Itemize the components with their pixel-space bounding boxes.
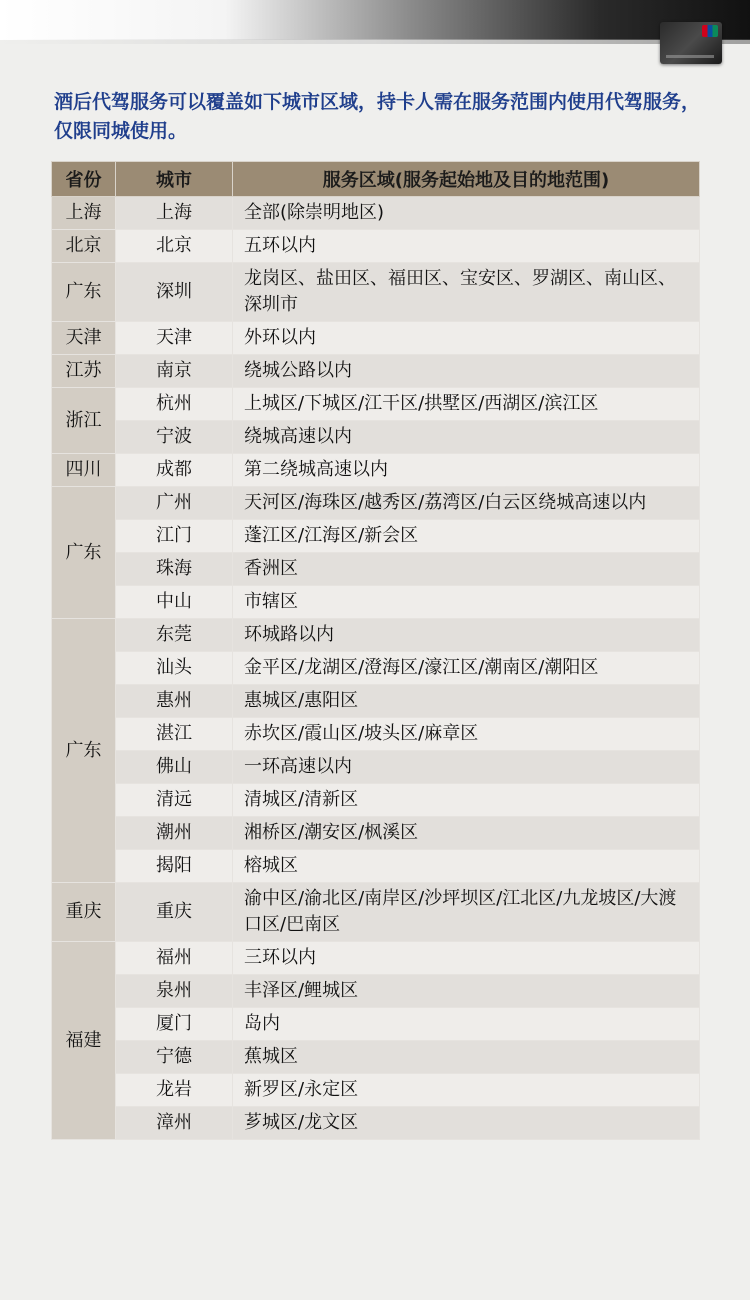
province-cell: 福建 <box>52 942 116 1140</box>
service-area-cell: 湘桥区/潮安区/枫溪区 <box>233 817 700 850</box>
header-province: 省份 <box>52 162 116 197</box>
city-cell: 宁波 <box>116 421 233 454</box>
table-body <box>52 197 700 1140</box>
service-area-cell: 惠城区/惠阳区 <box>233 685 700 718</box>
table-row <box>52 975 700 1008</box>
table-row <box>52 1041 700 1074</box>
table-row <box>52 1107 700 1140</box>
province-cell: 四川 <box>52 454 116 487</box>
service-area-cell: 全部(除崇明地区) <box>233 197 700 230</box>
table-row <box>52 586 700 619</box>
table-row <box>52 784 700 817</box>
service-area-cell: 榕城区 <box>233 850 700 883</box>
table-row <box>52 322 700 355</box>
city-cell: 宁德 <box>116 1041 233 1074</box>
city-cell: 湛江 <box>116 718 233 751</box>
service-area-cell: 龙岗区、盐田区、福田区、宝安区、罗湖区、南山区、深圳市 <box>233 263 700 322</box>
service-area-cell: 香洲区 <box>233 553 700 586</box>
service-area-cell: 绕城高速以内 <box>233 421 700 454</box>
table-row <box>52 1074 700 1107</box>
table-row <box>52 230 700 263</box>
table-row <box>52 652 700 685</box>
city-cell: 漳州 <box>116 1107 233 1140</box>
city-cell: 北京 <box>116 230 233 263</box>
service-area-cell: 绕城公路以内 <box>233 355 700 388</box>
service-area-cell: 芗城区/龙文区 <box>233 1107 700 1140</box>
province-cell: 重庆 <box>52 883 116 942</box>
province-cell: 广东 <box>52 619 116 883</box>
service-area-cell: 市辖区 <box>233 586 700 619</box>
service-area-cell: 五环以内 <box>233 230 700 263</box>
city-cell: 惠州 <box>116 685 233 718</box>
service-area-cell: 环城路以内 <box>233 619 700 652</box>
table-header-row <box>52 162 700 197</box>
header-city: 城市 <box>116 162 233 197</box>
service-area-cell: 丰泽区/鲤城区 <box>233 975 700 1008</box>
table-row <box>52 850 700 883</box>
service-area-cell: 蕉城区 <box>233 1041 700 1074</box>
province-cell: 江苏 <box>52 355 116 388</box>
table-row <box>52 751 700 784</box>
service-area-cell: 渝中区/渝北区/南岸区/沙坪坝区/江北区/九龙坡区/大渡口区/巴南区 <box>233 883 700 942</box>
service-area-cell: 上城区/下城区/江干区/拱墅区/西湖区/滨江区 <box>233 388 700 421</box>
service-area-cell: 新罗区/永定区 <box>233 1074 700 1107</box>
unionpay-logo-icon <box>702 25 718 37</box>
table-row <box>52 883 700 942</box>
province-cell: 上海 <box>52 197 116 230</box>
service-area-cell: 赤坎区/霞山区/坡头区/麻章区 <box>233 718 700 751</box>
card-stripe <box>666 55 714 58</box>
city-cell: 珠海 <box>116 553 233 586</box>
table-row <box>52 1008 700 1041</box>
city-cell: 汕头 <box>116 652 233 685</box>
table-row <box>52 685 700 718</box>
city-cell: 泉州 <box>116 975 233 1008</box>
table-row <box>52 817 700 850</box>
province-cell: 天津 <box>52 322 116 355</box>
service-area-cell: 岛内 <box>233 1008 700 1041</box>
city-cell: 成都 <box>116 454 233 487</box>
city-cell: 上海 <box>116 197 233 230</box>
table-row <box>52 942 700 975</box>
city-cell: 揭阳 <box>116 850 233 883</box>
table-row <box>52 487 700 520</box>
table-row <box>52 454 700 487</box>
city-cell: 杭州 <box>116 388 233 421</box>
service-area-cell: 蓬江区/江海区/新会区 <box>233 520 700 553</box>
service-area-table <box>51 161 700 1140</box>
city-cell: 江门 <box>116 520 233 553</box>
province-cell: 广东 <box>52 263 116 322</box>
province-cell: 广东 <box>52 487 116 619</box>
table-row <box>52 388 700 421</box>
table-row <box>52 421 700 454</box>
city-cell: 南京 <box>116 355 233 388</box>
service-area-cell: 一环高速以内 <box>233 751 700 784</box>
city-cell: 福州 <box>116 942 233 975</box>
service-area-cell: 天河区/海珠区/越秀区/荔湾区/白云区绕城高速以内 <box>233 487 700 520</box>
city-cell: 佛山 <box>116 751 233 784</box>
table-row <box>52 197 700 230</box>
city-cell: 深圳 <box>116 263 233 322</box>
header-service-area: 服务区域(服务起始地及目的地范围) <box>233 162 700 197</box>
bank-card-icon <box>660 22 722 64</box>
city-cell: 潮州 <box>116 817 233 850</box>
table-row <box>52 355 700 388</box>
table-row <box>52 520 700 553</box>
city-cell: 中山 <box>116 586 233 619</box>
city-cell: 广州 <box>116 487 233 520</box>
table-row <box>52 718 700 751</box>
table-row <box>52 553 700 586</box>
city-cell: 清远 <box>116 784 233 817</box>
province-cell: 浙江 <box>52 388 116 454</box>
city-cell: 龙岩 <box>116 1074 233 1107</box>
city-cell: 重庆 <box>116 883 233 942</box>
service-area-cell: 第二绕城高速以内 <box>233 454 700 487</box>
top-banner <box>0 0 750 40</box>
service-area-cell: 三环以内 <box>233 942 700 975</box>
city-cell: 厦门 <box>116 1008 233 1041</box>
city-cell: 天津 <box>116 322 233 355</box>
province-cell: 北京 <box>52 230 116 263</box>
table-row <box>52 619 700 652</box>
intro-text: 酒后代驾服务可以覆盖如下城市区域，持卡人需在服务范围内使用代驾服务，仅限同城使用。 <box>54 91 701 142</box>
service-area-cell: 金平区/龙湖区/澄海区/濠江区/潮南区/潮阳区 <box>233 652 700 685</box>
city-cell: 东莞 <box>116 619 233 652</box>
table-row <box>52 263 700 322</box>
service-area-cell: 外环以内 <box>233 322 700 355</box>
service-area-cell: 清城区/清新区 <box>233 784 700 817</box>
